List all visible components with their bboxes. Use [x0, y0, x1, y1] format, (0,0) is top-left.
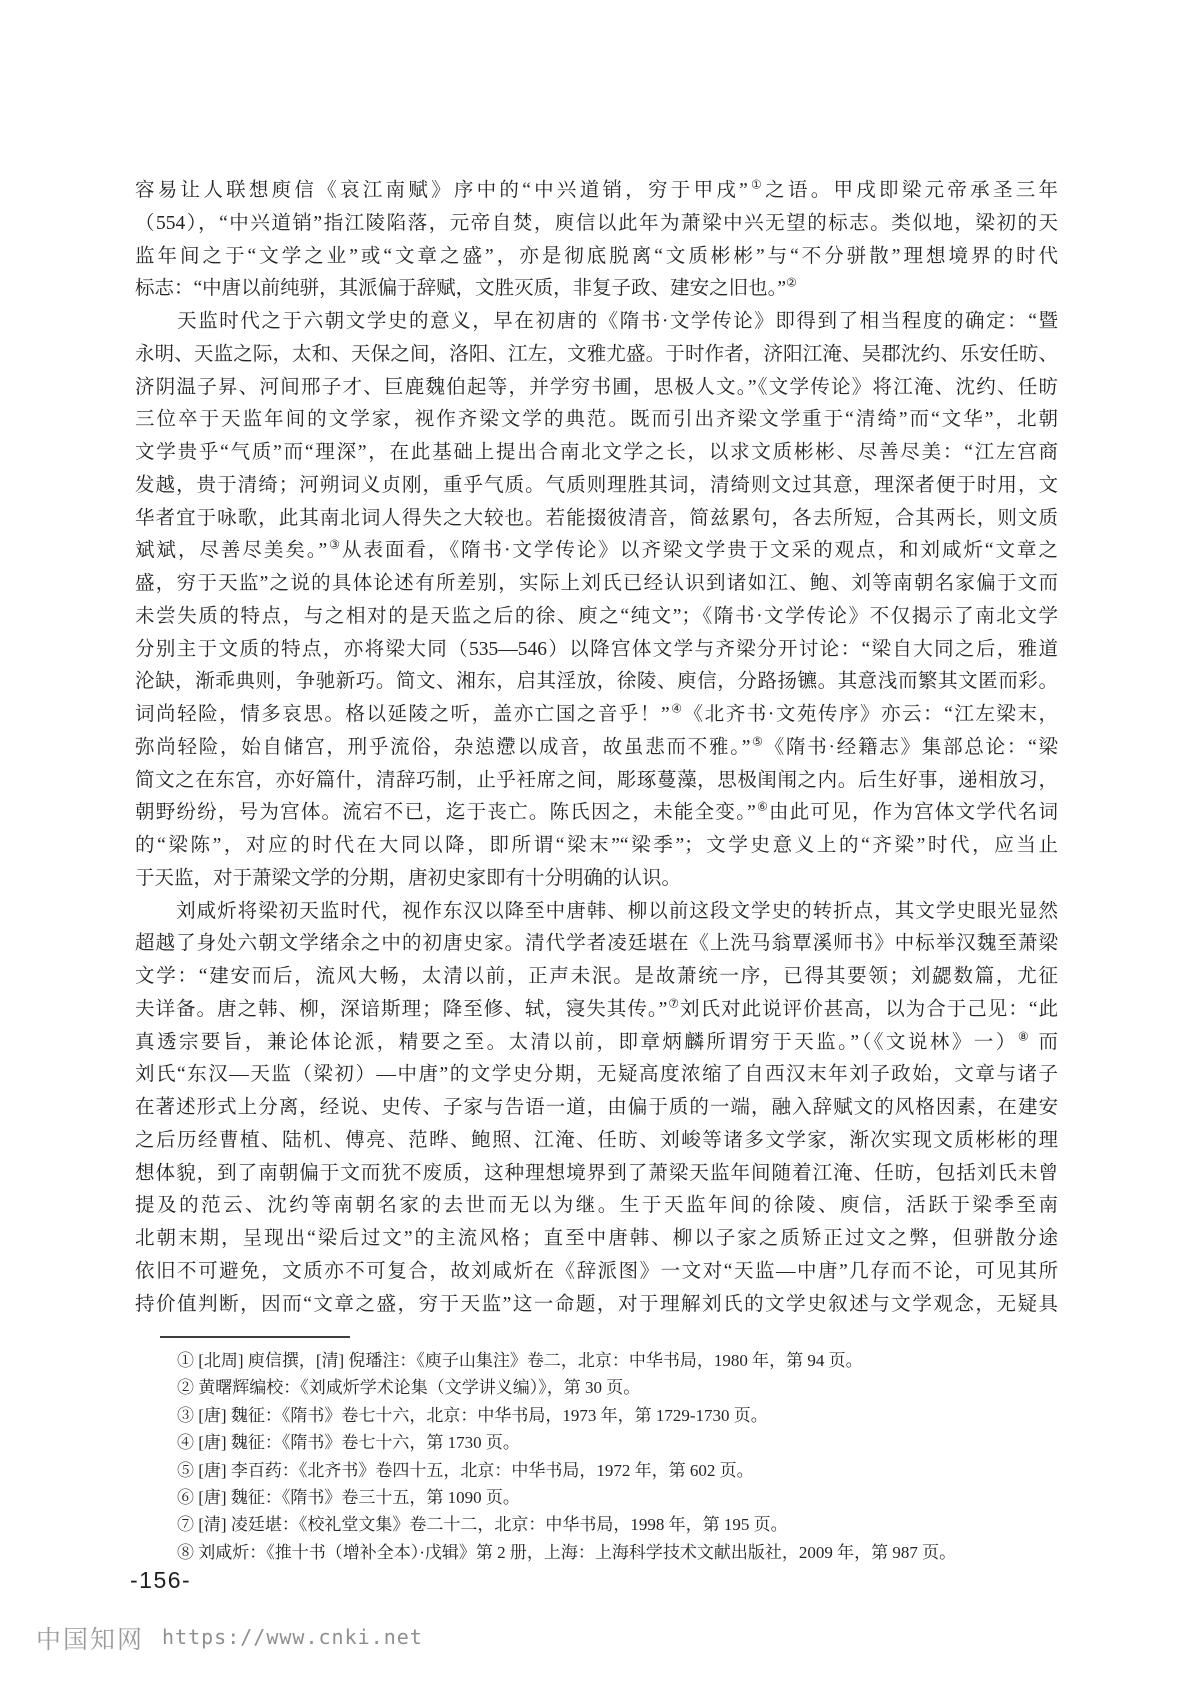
footnote-item: ① [北周] 庾信撰，[清] 倪璠注：《庾子山集注》卷二，北京：中华书局，1980 年，第 94 页。	[177, 1351, 863, 1370]
body-line: 提及的范云、沈约等南朝名家的去世而无以为继。生于天监年间的徐陵、庾信，活跃于梁季至南	[135, 1195, 1058, 1217]
body-line: 文学：“建安而后，流风大畅，太清以前，正声未泯。是故萧统一序，已得其要领；刘勰数篇，尤征	[135, 966, 1058, 987]
body-line: 未尝失质的特点，与之相对的是天监之后的徐、庾之“纯文”；《隋书·文学传论》不仅揭示了南北文学	[135, 605, 1058, 627]
body-line: 天监时代之于六朝文学史的意义，早在初唐的《隋书·文学传论》即得到了相当程度的确定：“暨	[135, 311, 1058, 332]
footnote-item: ③ [唐] 魏征：《隋书》卷七十六，北京：中华书局，1973 年，第 1729-1730 页。	[177, 1405, 768, 1425]
footnotes	[177, 1347, 1062, 1566]
footnote-item: ⑦ [清] 凌廷堪：《校礼堂文集》卷二十二，北京：中华书局，1998 年，第 195 页。	[177, 1515, 788, 1535]
footnote-separator	[160, 1336, 350, 1338]
body-line: 持价值判断，因而“文章之盛，穷于天监”这一命题，对于理解刘氏的文学史叙述与文学观念，无疑具	[135, 1293, 1058, 1315]
body-line: 刘咸炘将梁初天监时代，视作东汉以降至中唐韩、柳以前这段文学史的转折点，其文学史眼光显然	[135, 900, 1058, 922]
body-line: 永明、天监之际，太和、天保之间，洛阳、江左，文雅尤盛。于时作者，济阳江淹、吴郡沈约、乐安任昉、	[135, 343, 1058, 365]
body-line: 超越了身处六朝文学绪余之中的初唐史家。清代学者凌廷堪在《上洗马翁覃溪师书》中标举汉魏至萧梁	[135, 933, 1058, 955]
body-line: 三位卒于天监年间的文学家，视作齐梁文学的典范。既而引出齐梁文学重于“清绮”而“文华”，北朝	[135, 409, 1058, 431]
body-line: 文学贵乎“气质”而“理深”，在此基础上提出合南北文学之长，以求文质彬彬、尽善尽美：“江左宫商	[135, 442, 1058, 463]
body-line: 北朝末期，呈现出“梁后过文”的主流风格；直至中唐韩、柳以子家之质矫正过文之弊，但骈散分途	[135, 1228, 1058, 1249]
footnote-item: ② 黄曙辉编校：《刘咸炘学术论集（文学讲义编）》，第 30 页。	[177, 1378, 641, 1398]
body-line: 在著述形式上分离，经说、史传、子家与告语一道，由偏于质的一端，融入辞赋文的风格因素，在建安	[135, 1097, 1058, 1118]
body-line: 监年间之于“文学之业”或“文章之盛”，亦是彻底脱离“文质彬彬”与“不分骈散”理想境界的时代	[135, 245, 1058, 267]
cnki-url: https://www.cnki.net	[162, 1625, 423, 1649]
body-line: 之后历经曹植、陆机、傅亮、范晔、鲍照、江淹、任昉、刘峻等诸多文学家，渐次实现文质彬彬的理	[135, 1129, 1058, 1151]
cnki-logo-text: 中国知网	[36, 1627, 145, 1654]
body-line: 的“梁陈”，对应的时代在大同以降，即所谓“梁末”“梁季”；文学史意义上的“齐梁”时代，应当止	[135, 835, 1058, 856]
body-line: 于天监，对于萧梁文学的分期，唐初史家即有十分明确的认识。	[135, 867, 682, 889]
body-line: 容易让人联想庾信《哀江南赋》序中的“中兴道销，穷于甲戌”①之语。甲戌即梁元帝承圣三年	[135, 177, 1058, 201]
body-line: （554），“中兴道销”指江陵陷落，元帝自焚，庾信以此年为萧梁中兴无望的标志。类似地，梁初的天	[135, 212, 1058, 234]
body-line: 想体貌，到了南朝偏于文而犹不废质，这种理想境界到了萧梁天监年间随着江淹、任昉，包括刘氏未曾	[135, 1162, 1058, 1184]
body-line: 弥尚轻险，始自储宫，刑乎流俗，杂惉懘以成音，故虽悲而不雅。”⑤《隋书·经籍志》集部总论：“梁	[135, 734, 1058, 758]
body-line: 济阴温子昇、河间邢子才、巨鹿魏伯起等，并学穷书圃，思极人文。”《文学传论》将江淹、沈约、任昉	[135, 376, 1058, 398]
footnote-item: ⑤ [唐] 李百药：《北齐书》卷四十五，北京：中华书局，1972 年，第 602 页。	[177, 1460, 754, 1480]
body-line: 发越，贵于清绮；河朔词义贞刚，重乎气质。气质则理胜其词，清绮则文过其意，理深者便于时用，文	[135, 474, 1058, 496]
body-line: 词尚轻险，情多哀思。格以延陵之听，盖亦亡国之音乎！”④《北齐书·文苑传序》亦云：“江左梁末，	[135, 701, 1058, 725]
body-line: 简文之在东宫，亦好篇什，清辞巧制，止乎衽席之间，彫琢蔓藻，思极闺闱之内。后生好事，递相放习，	[135, 769, 1058, 791]
body-line: 华者宜于咏歌，此其南北词人得失之大较也。若能掇彼清音，简兹累句，各去所短，合其两长，则文质	[135, 507, 1058, 529]
body-line: 刘氏“东汉—天监（梁初）—中唐”的文学史分期，无疑高度浓缩了自西汉末年刘子政始，文章与诸子	[135, 1064, 1058, 1086]
watermark	[36, 1620, 423, 1656]
body-line: 斌斌，尽善尽美矣。”③从表面看，《隋书·文学传论》以齐梁文学贵于文采的观点，和刘咸炘“文章之	[135, 537, 1058, 562]
footnote-item: ⑧ 刘咸炘：《推十书（增补全本）·戊辑》第 2 册，上海：上海科学技术文献出版社，2009 年，第 987 页。	[177, 1542, 957, 1562]
body-line: 真透宗要旨，兼论体论派，精要之至。太清以前，即章炳麟所谓穷于天监。”（《文说林》一）⑧ 而	[135, 1029, 1058, 1053]
body-line: 分别主于文质的特点，亦将梁大同（535—546）以降宫体文学与齐梁分开讨论：“梁自大同之后，雅道	[135, 638, 1058, 660]
body-line: 标志：“中唐以前纯骈，其派偏于辞赋，文胜灭质，非复子政、建安之旧也。”②	[135, 275, 797, 300]
body-line: 夫详备。唐之韩、柳，深谙斯理；降至修、轼，寖失其传。”⑦刘氏对此说评价甚高，以为合于己见：“此	[135, 996, 1058, 1020]
page-number: -156-	[130, 1567, 192, 1593]
body-line: 朝野纷纷，号为宫体。流宕不已，迄于丧亡。陈氏因之，未能全变。”⑥由此可见，作为宫体文学代名词	[135, 799, 1058, 824]
body-line: 沦缺，渐乖典则，争驰新巧。简文、湘东，启其淫放，徐陵、庾信，分路扬镳。其意浅而繁其文匿而彩。	[135, 671, 1058, 693]
footnote-item: ⑥ [唐] 魏征：《隋书》卷三十五，第 1090 页。	[177, 1487, 520, 1507]
body-line: 盛，穷于天监”之说的具体论述有所差别，实际上刘氏已经认识到诸如江、鲍、刘等南朝名家偏于文而	[135, 573, 1058, 594]
body-line: 依旧不可避免，文质亦不可复合，故刘咸炘在《辞派图》一文对“天监—中唐”几存而不论，可见其所	[135, 1260, 1058, 1282]
footnote-item: ④ [唐] 魏征：《隋书》卷七十六，第 1730 页。	[177, 1433, 520, 1453]
article-body	[135, 175, 1058, 1321]
